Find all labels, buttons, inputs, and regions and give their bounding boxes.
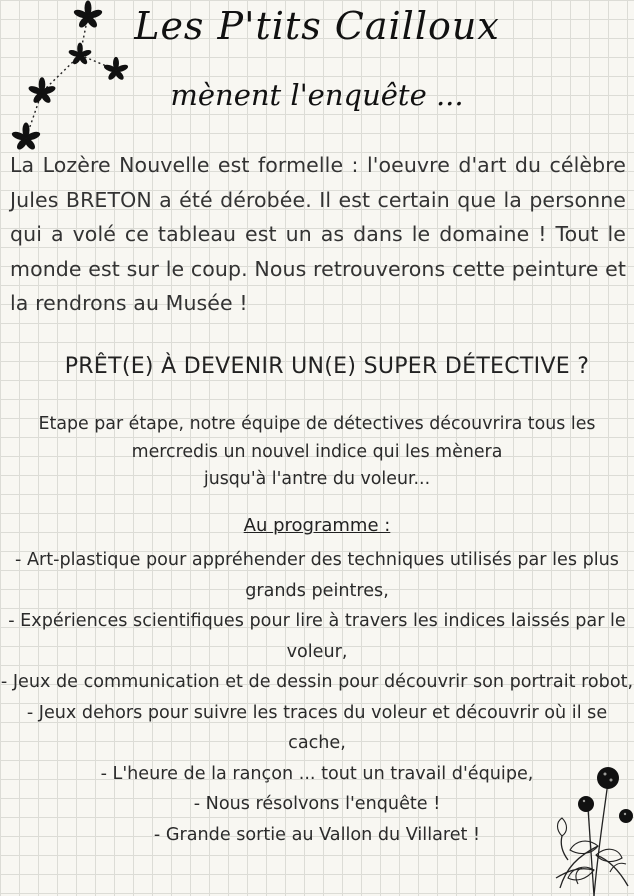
intro-paragraph: La Lozère Nouvelle est formelle : l'oeuvre d'art du célèbre Jules BRETON a été dérobée. Il est certain que la personne qui a volé ce tableau est un as dans le domaine ! Tout le monde est sur le coup. Nous retrouverons cette peinture et la rendrons au Musée ! bbox=[10, 153, 626, 315]
page-title: Les P'tits Cailloux bbox=[134, 4, 500, 48]
description-line: mercredis un nouvel indice qui les mènera bbox=[131, 441, 503, 462]
list-item: - Art-plastique pour appréhender des techniques utilisés par les plus grands peintres, bbox=[15, 550, 619, 601]
programme-list bbox=[0, 545, 634, 850]
programme-heading bbox=[0, 515, 634, 536]
description-paragraph bbox=[0, 411, 634, 494]
list-item: - Jeux dehors pour suivre les traces du voleur et découvrir où il se cache, bbox=[26, 702, 608, 753]
list-item: - L'heure de la rançon ... tout un travail d'équipe, bbox=[100, 763, 534, 784]
list-item: - Jeux de communication et de dessin pour découvrir son portrait robot, bbox=[0, 672, 634, 692]
page-subtitle: mènent l'enquête ... bbox=[170, 78, 464, 112]
section-heading: PRÊT(E) À DEVENIR UN(E) SUPER DÉTECTIVE ? bbox=[64, 354, 590, 379]
list-item: - Nous résolvons l'enquête ! bbox=[193, 794, 441, 814]
description-line: jusqu'à l'antre du voleur... bbox=[203, 469, 431, 489]
programme-heading-text: Au programme : bbox=[243, 515, 391, 536]
description-line: Etape par étape, notre équipe de détectives découvrira tous les bbox=[38, 414, 596, 434]
list-item: - Expériences scientifiques pour lire à travers les indices laissés par le voleur, bbox=[8, 611, 626, 662]
list-item: - Grande sortie au Vallon du Villaret ! bbox=[153, 824, 481, 845]
flower-bouquet-icon bbox=[548, 760, 634, 896]
